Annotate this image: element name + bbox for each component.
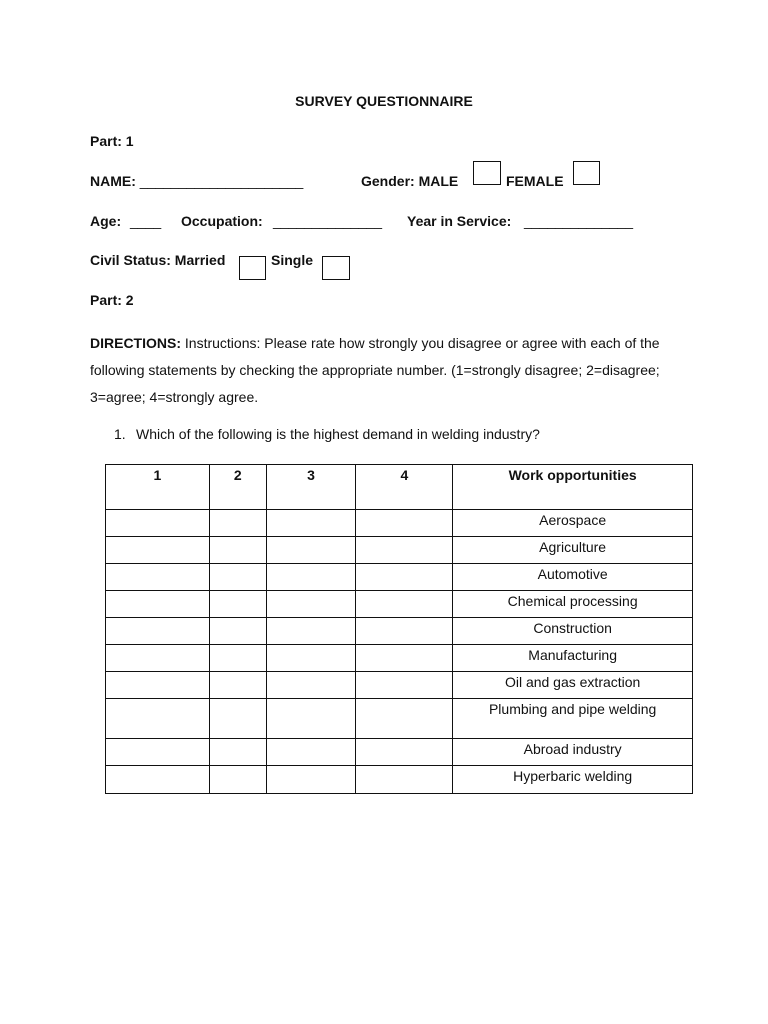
- directions-paragraph: [90, 330, 690, 411]
- rating-cell-3[interactable]: [266, 739, 356, 766]
- header-rating-1: 1: [106, 465, 210, 510]
- question-text: Which of the following is the highest demand in welding industry?: [136, 426, 540, 442]
- single-label: Single: [271, 252, 314, 268]
- table-row: [106, 510, 693, 537]
- rating-cell-2[interactable]: [209, 645, 266, 672]
- rating-cell-2[interactable]: [209, 766, 266, 794]
- directions-text: Instructions: Please rate how strongly you disagree or agree with each of the following statements by checking the appropriate number. (1=strongly disagree; 2=disagree; 3=agree; 4=strongly agree.: [90, 335, 660, 405]
- female-checkbox[interactable]: [573, 161, 600, 185]
- rating-cell-3[interactable]: [266, 510, 356, 537]
- gender-male-label: Gender: MALE: [361, 173, 459, 189]
- rating-cell-2[interactable]: [209, 699, 266, 739]
- rating-cell-4[interactable]: [356, 591, 453, 618]
- work-opportunity-label: Automotive: [453, 564, 693, 591]
- rating-cell-2[interactable]: [209, 537, 266, 564]
- rating-cell-1[interactable]: [106, 739, 210, 766]
- work-opportunity-label: Agriculture: [453, 537, 693, 564]
- work-opportunity-label: Hyperbaric welding: [453, 766, 693, 794]
- rating-cell-1[interactable]: [106, 766, 210, 794]
- rating-cell-1[interactable]: [106, 537, 210, 564]
- civil-status-label: Civil Status: Married: [90, 252, 226, 268]
- work-opportunity-label: Abroad industry: [453, 739, 693, 766]
- rating-cell-3[interactable]: [266, 699, 356, 739]
- rating-cell-2[interactable]: [209, 591, 266, 618]
- occupation-field[interactable]: ______________: [273, 213, 383, 229]
- rating-cell-4[interactable]: [356, 510, 453, 537]
- year-in-service-label: Year in Service:: [407, 213, 512, 229]
- rating-cell-2[interactable]: [209, 618, 266, 645]
- work-opportunity-label: Manufacturing: [453, 645, 693, 672]
- rating-cell-4[interactable]: [356, 699, 453, 739]
- rating-cell-1[interactable]: [106, 510, 210, 537]
- rating-cell-4[interactable]: [356, 672, 453, 699]
- name-label: [90, 173, 303, 189]
- rating-cell-3[interactable]: [266, 564, 356, 591]
- rating-cell-2[interactable]: [209, 564, 266, 591]
- rating-cell-1[interactable]: [106, 699, 210, 739]
- rating-cell-3[interactable]: [266, 618, 356, 645]
- rating-cell-4[interactable]: [356, 537, 453, 564]
- page-title: SURVEY QUESTIONNAIRE: [295, 93, 473, 109]
- age-field[interactable]: ____: [130, 213, 162, 229]
- rating-cell-1[interactable]: [106, 672, 210, 699]
- table-row: [106, 537, 693, 564]
- work-opportunity-label: Aerospace: [453, 510, 693, 537]
- rating-cell-2[interactable]: [209, 510, 266, 537]
- rating-cell-2[interactable]: [209, 739, 266, 766]
- directions-label: DIRECTIONS:: [90, 335, 181, 351]
- rating-cell-3[interactable]: [266, 766, 356, 794]
- work-opportunity-label: Plumbing and pipe welding: [453, 699, 693, 739]
- rating-cell-1[interactable]: [106, 645, 210, 672]
- rating-cell-1[interactable]: [106, 618, 210, 645]
- table-row: [106, 672, 693, 699]
- rating-cell-3[interactable]: [266, 537, 356, 564]
- rating-cell-2[interactable]: [209, 672, 266, 699]
- header-rating-2: 2: [209, 465, 266, 510]
- name-field[interactable]: _____________________: [139, 173, 304, 189]
- table-row: [106, 564, 693, 591]
- occupation-label: Occupation:: [181, 213, 263, 229]
- rating-cell-4[interactable]: [356, 618, 453, 645]
- rating-cell-4[interactable]: [356, 766, 453, 794]
- header-rating-3: 3: [266, 465, 356, 510]
- table-row: [106, 739, 693, 766]
- header-work-opportunities: Work opportunities: [453, 465, 693, 510]
- married-checkbox[interactable]: [239, 256, 266, 280]
- table-row: [106, 766, 693, 794]
- table-row: [106, 699, 693, 739]
- rating-cell-3[interactable]: [266, 645, 356, 672]
- male-checkbox[interactable]: [473, 161, 501, 185]
- table-row: [106, 618, 693, 645]
- table-header-row: [106, 465, 693, 510]
- work-opportunity-label: Construction: [453, 618, 693, 645]
- gender-female-label: FEMALE: [506, 173, 564, 189]
- rating-cell-3[interactable]: [266, 591, 356, 618]
- rating-cell-4[interactable]: [356, 739, 453, 766]
- rating-cell-3[interactable]: [266, 672, 356, 699]
- age-label: Age:: [90, 213, 122, 229]
- rating-cell-1[interactable]: [106, 564, 210, 591]
- rating-cell-4[interactable]: [356, 645, 453, 672]
- table-row: [106, 645, 693, 672]
- rating-cell-4[interactable]: [356, 564, 453, 591]
- table-row: [106, 591, 693, 618]
- question-number: 1.: [114, 426, 126, 442]
- rating-table: [105, 464, 693, 794]
- name-label-text: NAME:: [90, 173, 136, 189]
- single-checkbox[interactable]: [322, 256, 350, 280]
- year-in-service-field[interactable]: ______________: [524, 213, 634, 229]
- part1-heading: Part: 1: [90, 133, 134, 149]
- header-rating-4: 4: [356, 465, 453, 510]
- rating-cell-1[interactable]: [106, 591, 210, 618]
- work-opportunity-label: Oil and gas extraction: [453, 672, 693, 699]
- work-opportunity-label: Chemical processing: [453, 591, 693, 618]
- part2-heading: Part: 2: [90, 292, 134, 308]
